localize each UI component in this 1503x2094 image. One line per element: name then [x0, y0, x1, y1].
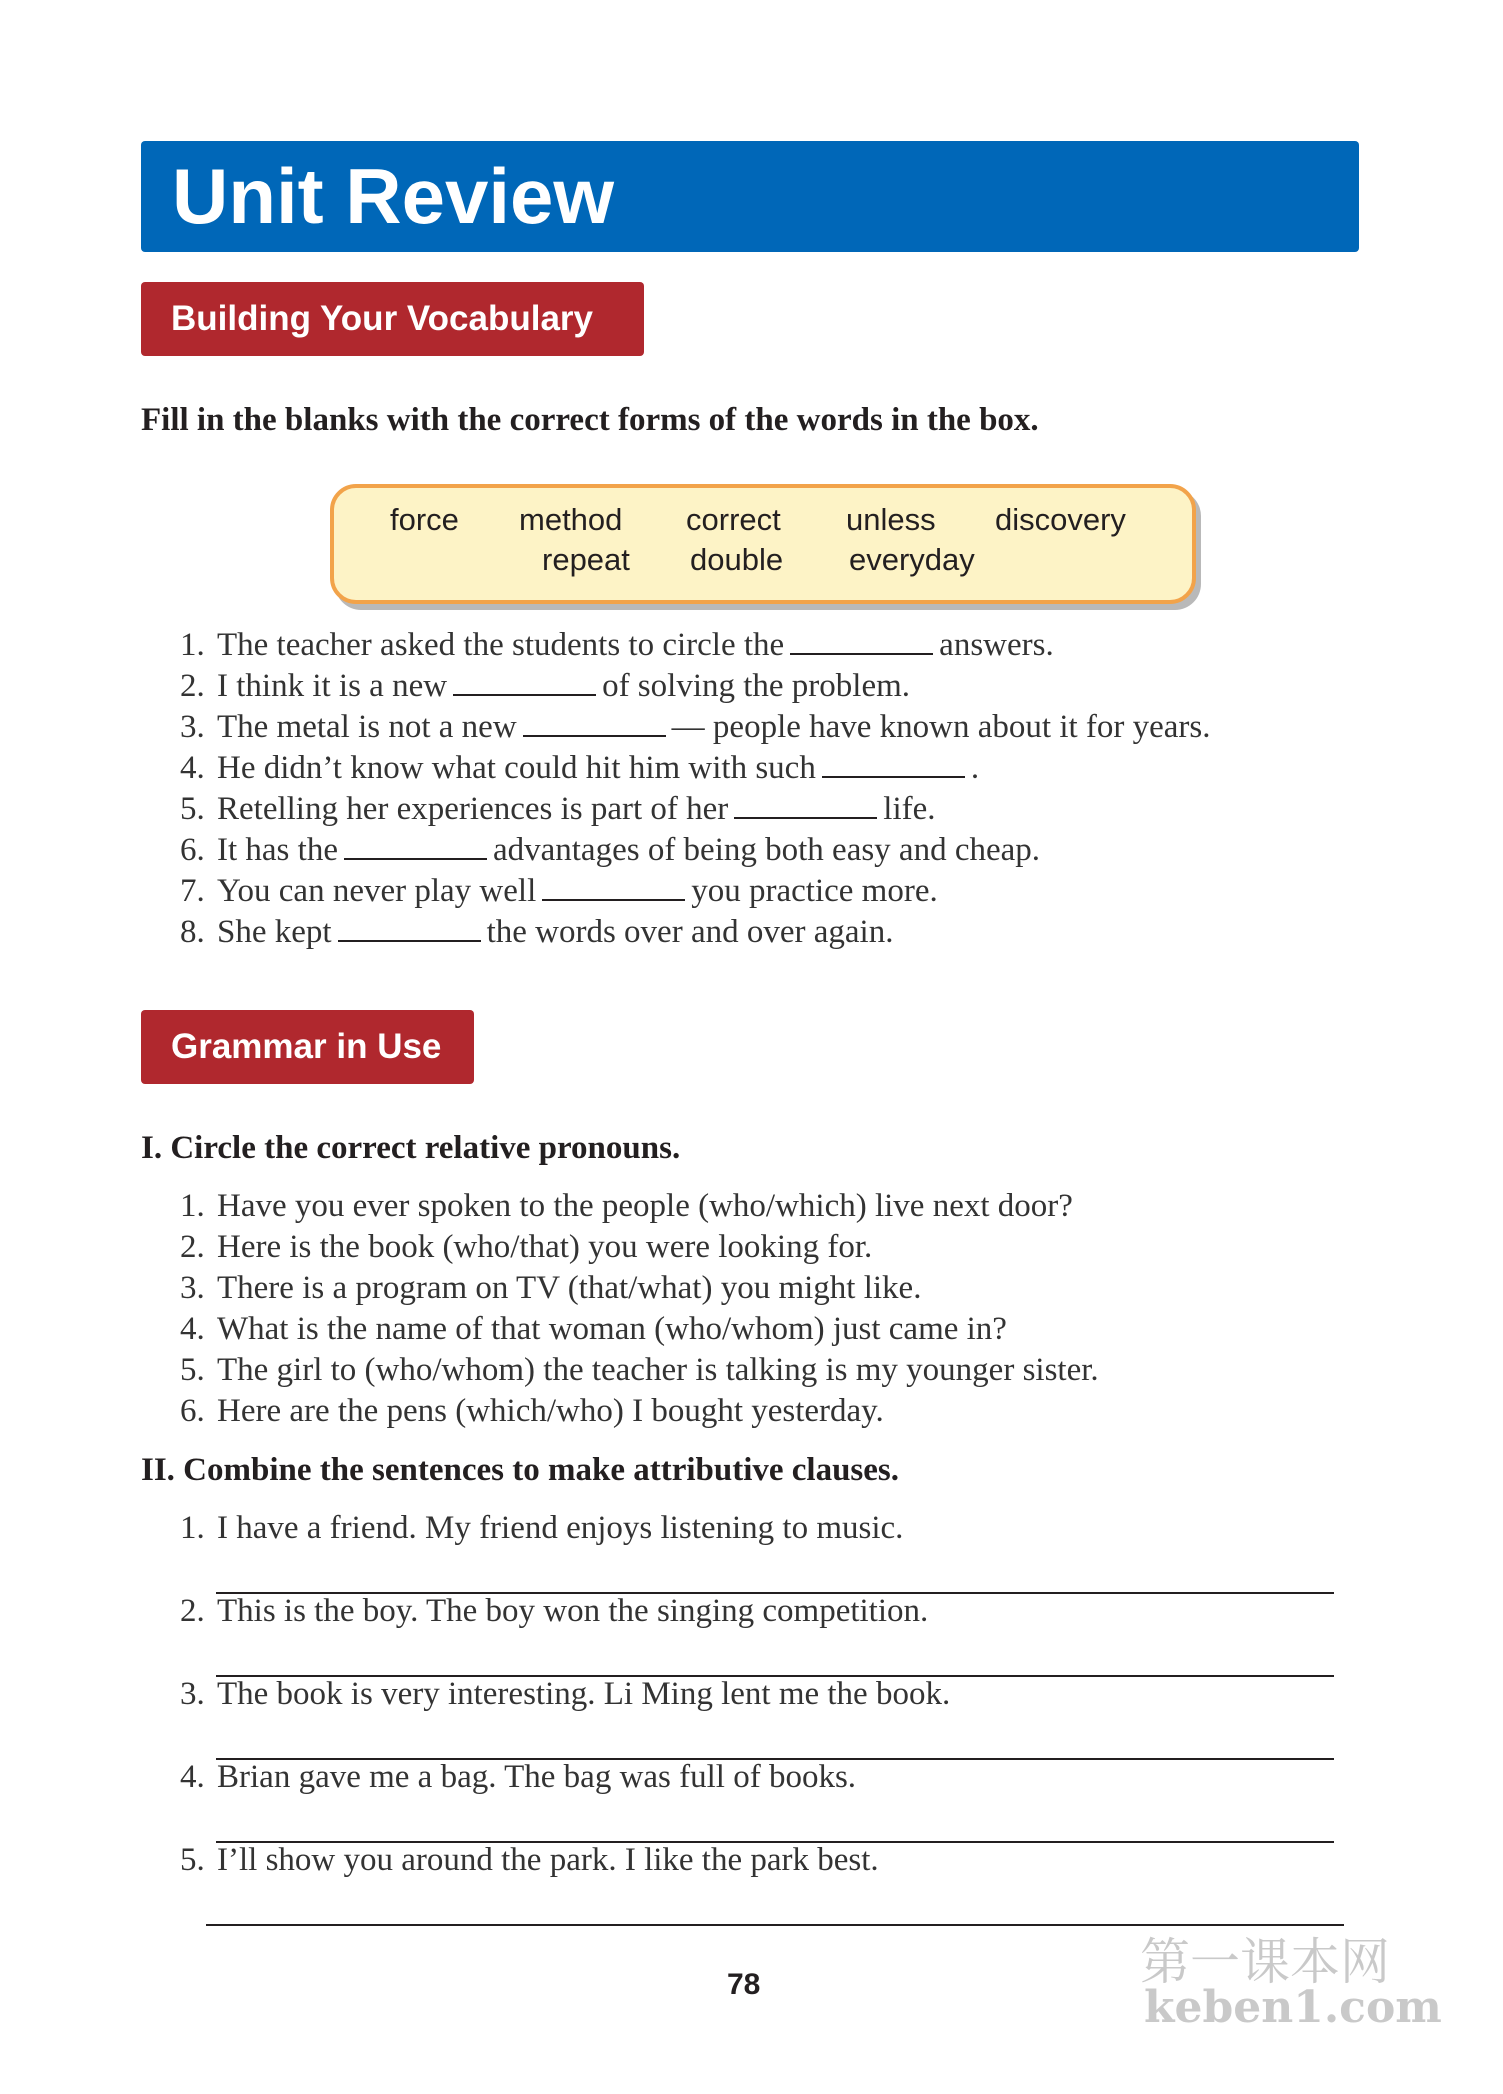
word-box-word: everyday — [849, 542, 975, 577]
page-number: 78 — [727, 1968, 761, 2001]
grammar-part1-instruction: I. Circle the correct relative pronouns. — [141, 1130, 681, 1166]
word-box-word: double — [690, 542, 784, 577]
combine-item: 4. Brian gave me a bag. The bag was full of books. — [180, 1759, 857, 1795]
word-box-word: force — [390, 502, 459, 537]
fill-in-blank[interactable] — [542, 871, 685, 901]
fill-in-blank[interactable] — [822, 748, 965, 778]
grammar-part2-instruction: II. Combine the sentences to make attributive clauses. — [141, 1452, 900, 1488]
pronoun-item: 3. There is a program on TV (that/what) you might like. — [180, 1270, 922, 1306]
vocab-item: 2. I think it is a new of solving the problem. — [180, 668, 911, 704]
fill-in-blank[interactable] — [523, 707, 666, 737]
unit-title-banner — [141, 141, 1359, 252]
vocab-item: 1. The teacher asked the students to circle the answers. — [180, 627, 1054, 663]
pronoun-item: 2. Here is the book (who/that) you were looking for. — [180, 1229, 873, 1265]
combine-item: 3. The book is very interesting. Li Ming lent me the book. — [180, 1676, 951, 1712]
fill-in-blank[interactable] — [734, 789, 877, 819]
watermark-url: keben1.com — [1144, 1982, 1442, 2033]
word-box-word: discovery — [995, 502, 1126, 537]
word-box-word: unless — [846, 502, 936, 537]
fill-in-blank[interactable] — [453, 666, 596, 696]
grammar-section-tag: Grammar in Use — [141, 1010, 474, 1084]
combine-item: 2. This is the boy. The boy won the singing competition. — [180, 1593, 929, 1629]
vocab-item: 5. Retelling her experiences is part of her life. — [180, 791, 936, 827]
pronoun-item: 1. Have you ever spoken to the people (who/which) live next door? — [180, 1188, 1073, 1224]
watermark-text: 第一课本网 — [1140, 1933, 1390, 1991]
word-box-word: repeat — [542, 542, 630, 577]
word-box-word: method — [519, 502, 623, 537]
vocab-item: 8. She kept the words over and over again. — [180, 914, 894, 950]
vocab-item: 4. He didn’t know what could hit him with such . — [180, 750, 980, 786]
vocab-item: 7. You can never play well you practice more. — [180, 873, 938, 909]
combine-item: 5. I’ll show you around the park. I like the park best. — [180, 1842, 879, 1878]
vocab-item: 6. It has the advantages of being both easy and cheap. — [180, 832, 1041, 868]
fill-in-blank[interactable] — [790, 625, 933, 655]
page-title: Unit Review — [172, 152, 615, 240]
pronoun-item: 4. What is the name of that woman (who/whom) just came in? — [180, 1311, 1007, 1347]
fill-in-blank[interactable] — [344, 830, 487, 860]
vocabulary-section-tag: Building Your Vocabulary — [141, 282, 644, 356]
vocabulary-instruction: Fill in the blanks with the correct forms of the words in the box. — [141, 402, 1039, 438]
combine-item: 1. I have a friend. My friend enjoys listening to music. — [180, 1510, 904, 1546]
pronoun-item: 6. Here are the pens (which/who) I bought yesterday. — [180, 1393, 884, 1429]
fill-in-blank[interactable] — [338, 912, 481, 942]
word-box — [330, 484, 1196, 604]
word-box-word: correct — [686, 502, 781, 537]
pronoun-item: 5. The girl to (who/whom) the teacher is talking is my younger sister. — [180, 1352, 1099, 1388]
vocab-item: 3. The metal is not a new — people have known about it for years. — [180, 709, 1211, 745]
